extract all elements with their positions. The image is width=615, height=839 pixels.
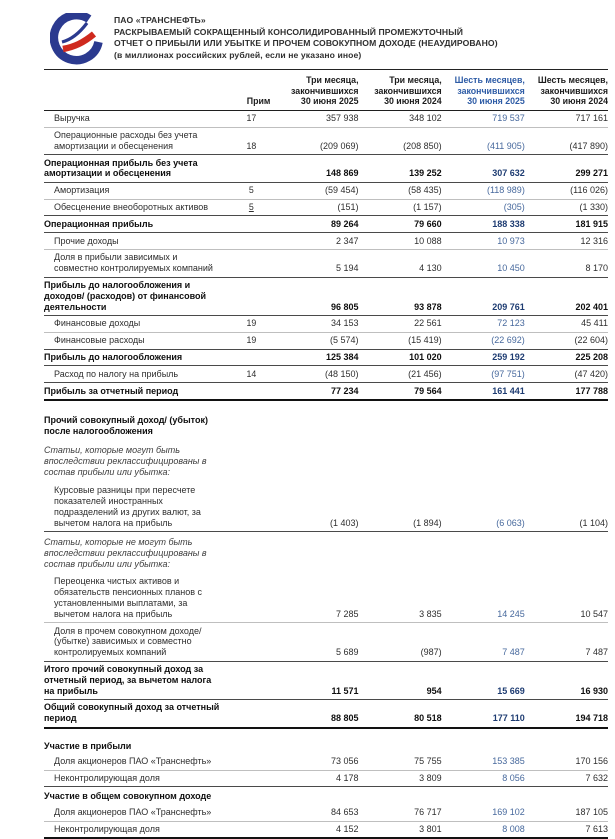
row-label: Участие в общем совокупном доходе bbox=[44, 791, 212, 802]
table-row bbox=[44, 699, 608, 727]
column-header-6m-2025: Шесть месяцев, закончившихся 30 июня 2025 bbox=[442, 72, 525, 110]
transneft-logo-icon bbox=[50, 13, 104, 65]
cell-value: (15 419) bbox=[359, 332, 442, 349]
cell-value: 7 285 bbox=[275, 574, 358, 623]
row-label: Операционная прибыль bbox=[44, 216, 227, 233]
cell-value: 72 123 bbox=[442, 315, 525, 332]
cell-value: (116 026) bbox=[525, 182, 608, 199]
cell-value: 80 518 bbox=[359, 699, 442, 727]
note-reference bbox=[227, 155, 275, 183]
cell-value: 15 669 bbox=[442, 661, 525, 699]
cell-value: 717 161 bbox=[525, 110, 608, 127]
cell-value: (22 604) bbox=[525, 332, 608, 349]
column-header-6m-2024: Шесть месяцев, закончившихся 30 июня 2024 bbox=[525, 72, 608, 110]
row-label: Доля акционеров ПАО «Транснефть» bbox=[44, 754, 227, 770]
cell-value: 259 192 bbox=[442, 349, 525, 366]
note-reference bbox=[227, 442, 275, 480]
cell-value: 7 613 bbox=[525, 821, 608, 838]
cell-value bbox=[525, 534, 608, 572]
cell-value: 11 571 bbox=[275, 661, 358, 699]
table-row bbox=[44, 483, 608, 532]
cell-value: 187 105 bbox=[525, 805, 608, 821]
cell-value: 12 316 bbox=[525, 233, 608, 250]
cell-value: 161 441 bbox=[442, 383, 525, 400]
table-header bbox=[44, 72, 608, 110]
table-row bbox=[44, 754, 608, 770]
income-statement-table bbox=[44, 72, 608, 839]
note-reference bbox=[227, 770, 275, 787]
cell-value: 34 153 bbox=[275, 315, 358, 332]
note-reference: 18 bbox=[227, 127, 275, 155]
row-label: Финансовые расходы bbox=[44, 332, 227, 349]
table-row bbox=[44, 315, 608, 332]
row-label: Участие в прибыли bbox=[44, 740, 132, 751]
cell-value bbox=[359, 442, 442, 480]
row-label: Общий совокупный доход за отчетный период bbox=[44, 699, 227, 727]
cell-value: 7 632 bbox=[525, 770, 608, 787]
note-reference: 19 bbox=[227, 315, 275, 332]
table-row bbox=[44, 277, 608, 315]
note-reference bbox=[227, 754, 275, 770]
row-label: Прибыль за отчетный период bbox=[44, 383, 227, 400]
cell-value bbox=[442, 442, 525, 480]
cell-value bbox=[442, 411, 525, 439]
cell-value: 96 805 bbox=[275, 277, 358, 315]
row-label: Доля в прибыли зависимых и совместно контролируемых компаний bbox=[44, 249, 227, 277]
cell-value: 5 194 bbox=[275, 249, 358, 277]
cell-value: (48 150) bbox=[275, 366, 358, 383]
cell-value: 348 102 bbox=[359, 110, 442, 127]
row-label: Прочий совокупный доход/ (убыток) после налогообложения bbox=[44, 414, 208, 436]
company-name: ПАО «ТРАНСНЕФТЬ» bbox=[114, 15, 206, 25]
cell-value: (151) bbox=[275, 199, 358, 216]
cell-value: 225 208 bbox=[525, 349, 608, 366]
document-header bbox=[50, 12, 608, 65]
cell-value: 10 088 bbox=[359, 233, 442, 250]
cell-value bbox=[525, 411, 608, 439]
row-label: Неконтролирующая доля bbox=[44, 770, 227, 787]
cell-value bbox=[359, 787, 442, 805]
table-row bbox=[44, 366, 608, 383]
cell-value: 307 632 bbox=[442, 155, 525, 183]
table-row bbox=[44, 332, 608, 349]
note-reference bbox=[227, 661, 275, 699]
table-row bbox=[44, 155, 608, 183]
table-row bbox=[44, 574, 608, 623]
empty-header-cell bbox=[44, 72, 227, 110]
note-reference: 17 bbox=[227, 110, 275, 127]
note-reference bbox=[227, 216, 275, 233]
cell-value bbox=[275, 534, 358, 572]
note-reference bbox=[227, 483, 275, 532]
cell-value: 181 915 bbox=[525, 216, 608, 233]
cell-value: 22 561 bbox=[359, 315, 442, 332]
note-reference bbox=[227, 383, 275, 400]
cell-value: 93 878 bbox=[359, 277, 442, 315]
cell-value: (21 456) bbox=[359, 366, 442, 383]
row-label: Итого прочий совокупный доход за отчетный период, за вычетом налога на прибыль bbox=[44, 661, 227, 699]
row-label: Доля акционеров ПАО «Транснефть» bbox=[44, 805, 227, 821]
cell-value: 45 411 bbox=[525, 315, 608, 332]
table-row bbox=[44, 127, 608, 155]
table-row bbox=[44, 661, 608, 699]
cell-value: 3 809 bbox=[359, 770, 442, 787]
cell-value: (1 894) bbox=[359, 483, 442, 532]
cell-value: (1 330) bbox=[525, 199, 608, 216]
cell-value bbox=[275, 737, 358, 754]
table-row bbox=[44, 199, 608, 216]
row-label: Курсовые разницы при пересчете показателей иностранных подразделений из других валют, за вычетом налога на прибыль bbox=[44, 483, 227, 532]
table-row bbox=[44, 349, 608, 366]
table-row bbox=[44, 216, 608, 233]
note-reference bbox=[227, 574, 275, 623]
row-label: Финансовые доходы bbox=[44, 315, 227, 332]
cell-value: (417 890) bbox=[525, 127, 608, 155]
table-row bbox=[44, 182, 608, 199]
cell-value: 73 056 bbox=[275, 754, 358, 770]
cell-value: (6 063) bbox=[442, 483, 525, 532]
note-reference bbox=[227, 349, 275, 366]
cell-value: 357 938 bbox=[275, 110, 358, 127]
note-reference bbox=[227, 534, 275, 572]
cell-value: (97 751) bbox=[442, 366, 525, 383]
cell-value: (22 692) bbox=[442, 332, 525, 349]
cell-value: 79 564 bbox=[359, 383, 442, 400]
cell-value bbox=[442, 737, 525, 754]
note-reference bbox=[227, 623, 275, 661]
note-reference bbox=[227, 233, 275, 250]
cell-value bbox=[442, 787, 525, 805]
note-reference: 14 bbox=[227, 366, 275, 383]
cell-value: 10 973 bbox=[442, 233, 525, 250]
cell-value: (58 435) bbox=[359, 182, 442, 199]
table-row bbox=[44, 534, 608, 572]
cell-value: 75 755 bbox=[359, 754, 442, 770]
row-label: Прочие доходы bbox=[44, 233, 227, 250]
note-reference bbox=[227, 249, 275, 277]
cell-value: 954 bbox=[359, 661, 442, 699]
cell-value: 177 788 bbox=[525, 383, 608, 400]
report-title-line2: ОТЧЕТ О ПРИБЫЛИ ИЛИ УБЫТКЕ И ПРОЧЕМ СОВОКУПНОМ ДОХОДЕ (НЕАУДИРОВАНО) bbox=[114, 38, 498, 48]
cell-value: 4 178 bbox=[275, 770, 358, 787]
note-reference bbox=[227, 277, 275, 315]
cell-value: 153 385 bbox=[442, 754, 525, 770]
cell-value: 188 338 bbox=[442, 216, 525, 233]
note-reference bbox=[227, 805, 275, 821]
cell-value: 89 264 bbox=[275, 216, 358, 233]
cell-value bbox=[359, 737, 442, 754]
cell-value: 139 252 bbox=[359, 155, 442, 183]
cell-value: 719 537 bbox=[442, 110, 525, 127]
cell-value: 77 234 bbox=[275, 383, 358, 400]
cell-value: 177 110 bbox=[442, 699, 525, 727]
cell-value: 8 170 bbox=[525, 249, 608, 277]
cell-value: (208 850) bbox=[359, 127, 442, 155]
note-reference bbox=[227, 787, 275, 805]
cell-value bbox=[525, 442, 608, 480]
cell-value: (1 403) bbox=[275, 483, 358, 532]
note-reference bbox=[227, 411, 275, 439]
cell-value: 3 835 bbox=[359, 574, 442, 623]
cell-value: 4 152 bbox=[275, 821, 358, 838]
cell-value: 148 869 bbox=[275, 155, 358, 183]
table-row bbox=[44, 110, 608, 127]
cell-value bbox=[275, 787, 358, 805]
table-row bbox=[44, 233, 608, 250]
cell-value bbox=[275, 411, 358, 439]
cell-value bbox=[359, 534, 442, 572]
column-header-3m-2024: Три месяца, закончившихся 30 июня 2024 bbox=[359, 72, 442, 110]
cell-value: 8 008 bbox=[442, 821, 525, 838]
cell-value: 84 653 bbox=[275, 805, 358, 821]
table-row bbox=[44, 787, 608, 805]
cell-value bbox=[442, 534, 525, 572]
column-header-3m-2025: Три месяца, закончившихся 30 июня 2025 bbox=[275, 72, 358, 110]
cell-value: 14 245 bbox=[442, 574, 525, 623]
cell-value: 10 450 bbox=[442, 249, 525, 277]
cell-value: 194 718 bbox=[525, 699, 608, 727]
note-reference bbox=[227, 737, 275, 754]
cell-value: 79 660 bbox=[359, 216, 442, 233]
table-row bbox=[44, 821, 608, 838]
cell-value: (209 069) bbox=[275, 127, 358, 155]
table-row bbox=[44, 383, 608, 400]
cell-value: 101 020 bbox=[359, 349, 442, 366]
cell-value bbox=[359, 411, 442, 439]
cell-value: 202 401 bbox=[525, 277, 608, 315]
cell-value: 209 761 bbox=[442, 277, 525, 315]
cell-value: (5 574) bbox=[275, 332, 358, 349]
table-row bbox=[44, 249, 608, 277]
cell-value: (411 905) bbox=[442, 127, 525, 155]
table-row bbox=[44, 623, 608, 661]
cell-value: 7 487 bbox=[442, 623, 525, 661]
cell-value: 5 689 bbox=[275, 623, 358, 661]
cell-value: 169 102 bbox=[442, 805, 525, 821]
cell-value: 299 271 bbox=[525, 155, 608, 183]
note-reference: 5 bbox=[227, 182, 275, 199]
table-row bbox=[44, 411, 608, 439]
row-label: Доля в прочем совокупном доходе/ (убытке) зависимых и совместно контролируемых компаний bbox=[44, 623, 227, 661]
note-reference bbox=[227, 821, 275, 838]
note-reference: 19 bbox=[227, 332, 275, 349]
cell-value bbox=[525, 737, 608, 754]
row-label: Статьи, которые не могут быть впоследствии реклассифицированы в состав прибыли или убытка: bbox=[44, 537, 207, 569]
cell-value: 10 547 bbox=[525, 574, 608, 623]
row-label: Амортизация bbox=[44, 182, 227, 199]
row-label: Расход по налогу на прибыль bbox=[44, 366, 227, 383]
row-label: Статьи, которые могут быть впоследствии реклассифицированы в состав прибыли или убытка: bbox=[44, 445, 207, 477]
cell-value: (305) bbox=[442, 199, 525, 216]
cell-value: (59 454) bbox=[275, 182, 358, 199]
table-body bbox=[44, 110, 608, 838]
row-label: Прибыль до налогообложения bbox=[44, 349, 227, 366]
cell-value: 16 930 bbox=[525, 661, 608, 699]
cell-value bbox=[525, 787, 608, 805]
row-label: Неконтролирующая доля bbox=[44, 821, 227, 838]
cell-value bbox=[275, 442, 358, 480]
cell-value: (1 157) bbox=[359, 199, 442, 216]
row-label: Обесценение внеоборотных активов bbox=[44, 199, 227, 216]
report-subtitle: (в миллионах российских рублей, если не указано иное) bbox=[114, 49, 362, 60]
section-spacer bbox=[44, 400, 608, 411]
table-row bbox=[44, 770, 608, 787]
header-divider bbox=[44, 69, 608, 70]
row-label: Прибыль до налогообложения и доходов/ (расходов) от финансовой деятельности bbox=[44, 277, 227, 315]
cell-value: (987) bbox=[359, 623, 442, 661]
row-label: Операционная прибыль без учета амортизации и обесценения bbox=[44, 155, 227, 183]
cell-value: 8 056 bbox=[442, 770, 525, 787]
cell-value: 125 384 bbox=[275, 349, 358, 366]
table-row bbox=[44, 442, 608, 480]
cell-value: 4 130 bbox=[359, 249, 442, 277]
table-row bbox=[44, 737, 608, 754]
cell-value: 170 156 bbox=[525, 754, 608, 770]
table-row bbox=[44, 805, 608, 821]
cell-value: 88 805 bbox=[275, 699, 358, 727]
cell-value: 7 487 bbox=[525, 623, 608, 661]
row-label: Переоценка чистых активов и обязательств пенсионных планов с установленными выплатами, за вычетом налога на прибыль bbox=[44, 574, 227, 623]
row-label: Выручка bbox=[44, 110, 227, 127]
header-text-block bbox=[114, 12, 498, 61]
cell-value: (47 420) bbox=[525, 366, 608, 383]
row-label: Операционные расходы без учета амортизации и обесценения bbox=[44, 127, 227, 155]
section-spacer bbox=[44, 728, 608, 737]
cell-value: (1 104) bbox=[525, 483, 608, 532]
note-column-header: Прим bbox=[227, 72, 275, 110]
cell-value: 76 717 bbox=[359, 805, 442, 821]
cell-value: (118 989) bbox=[442, 182, 525, 199]
cell-value: 3 801 bbox=[359, 821, 442, 838]
note-reference bbox=[227, 699, 275, 727]
report-title-line1: РАСКРЫВАЕМЫЙ СОКРАЩЕННЫЙ КОНСОЛИДИРОВАННЫЙ ПРОМЕЖУТОЧНЫЙ bbox=[114, 26, 464, 37]
note-reference: 5 bbox=[227, 199, 275, 216]
cell-value: 2 347 bbox=[275, 233, 358, 250]
